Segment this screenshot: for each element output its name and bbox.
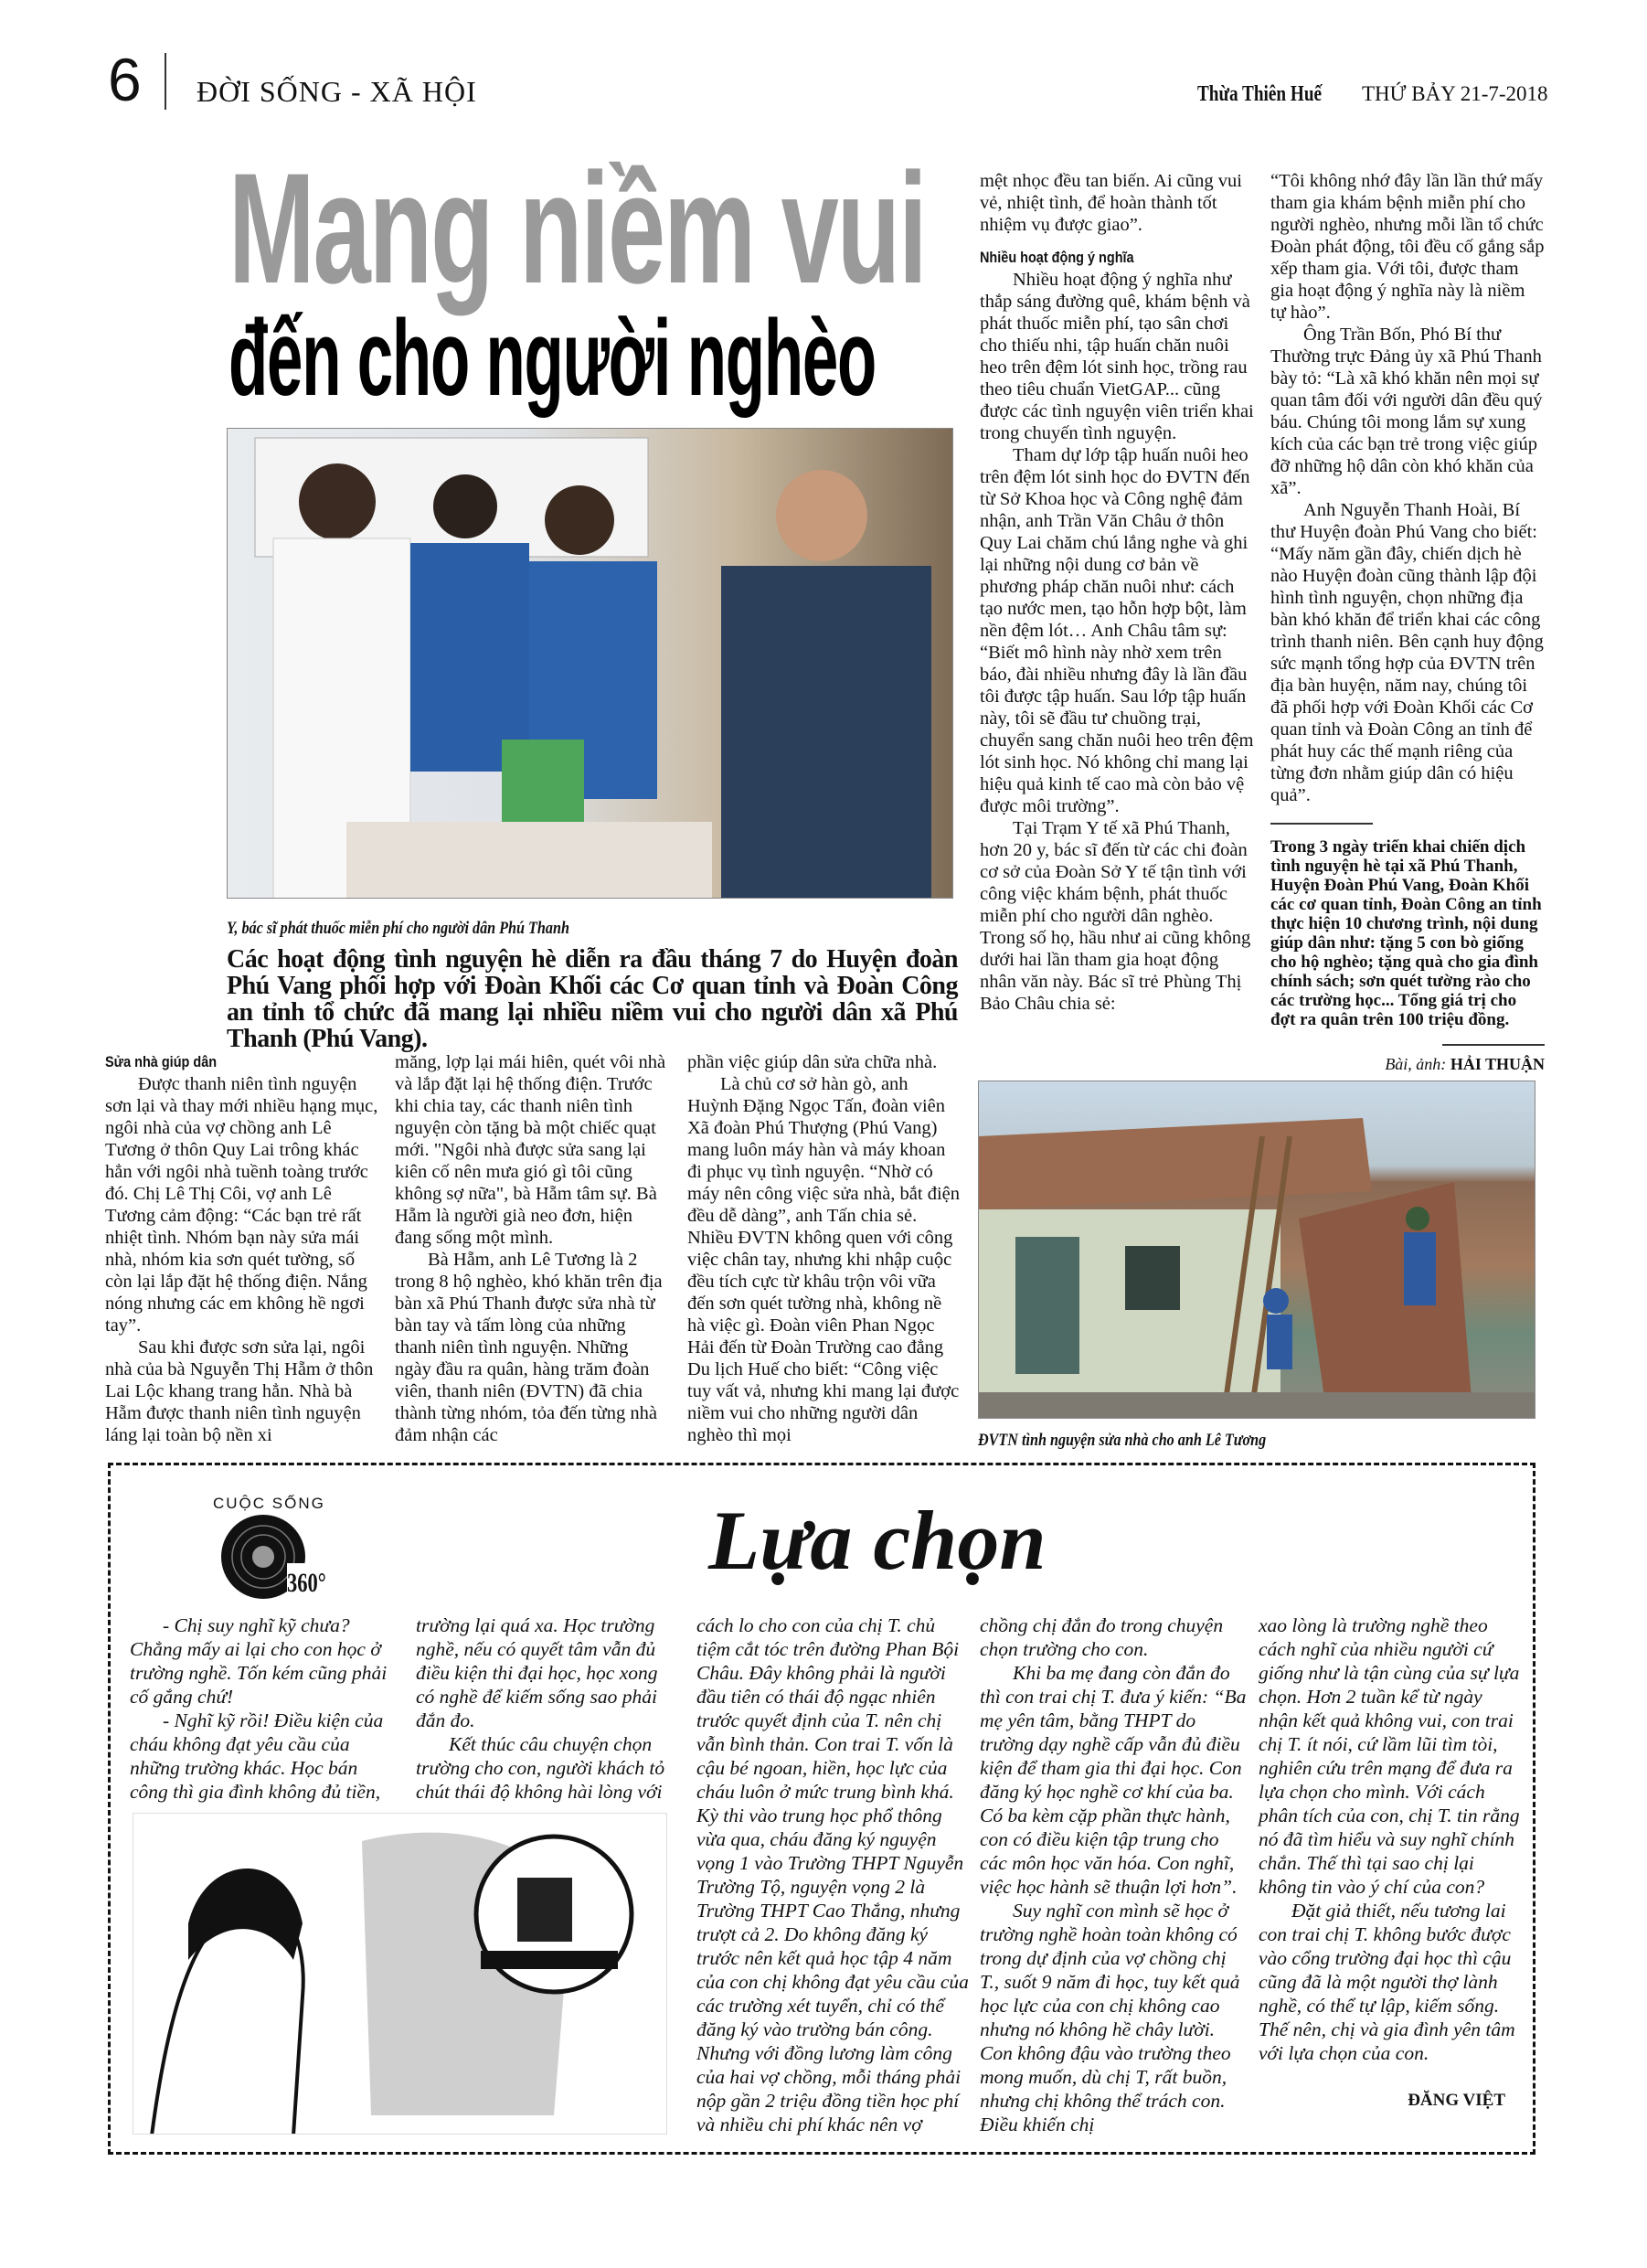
body-column-1 [105, 1051, 379, 1446]
subheading-house-repair: Sửa nhà giúp dân [105, 1053, 218, 1070]
paragraph: - Chị suy nghĩ kỹ chưa? Chẳng mấy ai lại cho con học ở trường nghề. Tốn kém cũng phải cố gắng chứ! [130, 1614, 388, 1708]
paragraph: Tại Trạm Y tế xã Phú Thanh, hơn 20 y, bác sĩ đến từ các chi đoàn cơ sở của Đoàn Sở Y tế tận tình với công việc khám bệnh, phát thuốc miễn phí cho người dân nghèo. Trong số họ, hầu như ai cũng không dưới hai lần tham gia hoạt động nhân văn này. Bác sĩ trẻ Phùng Thị Bảo Châu chia sẻ: [980, 818, 1251, 1014]
feature-column-4 [980, 1613, 1249, 2136]
paragraph: Là chủ cơ sở hàn gò, anh Huỳnh Đặng Ngọc Tấn, đoàn viên Xã đoàn Phú Thượng (Phú Vang) mang luôn máy hàn và máy khoan đi phục vụ tình nguyện. “Nhờ có máy nên công việc sửa nhà, bắt điện đều dễ dàng”, anh Tấn chia sẻ. Nhiều ĐVTN không quen với công việc chân tay, nhưng khi nhập cuộc đều tích cực từ khâu trộn vôi vữa đến sơn quét tường nhà, không nề hà việc gì. Đoàn viên Phan Ngọc Hải đến từ Đoàn Trường cao đẳng Du lịch Huế cho biết: “Công việc tuy vất vả, nhưng khi mang lại được niềm vui cho những người dân nghèo thì mọi [687, 1074, 961, 1445]
summary-note: Trong 3 ngày triển khai chiến dịch tình nguyện hè tại xã Phú Thanh, Huyện Đoàn Phú Vang, Đoàn Khối các cơ quan tỉnh, Đoàn Công an tỉnh thực hiện 10 chương trình, nội dung giúp dân như: tặng 5 con bò giống cho hộ nghèo; tặng quà cho gia đình chính sách; sơn quét tường rào cho các trường học... Tổng giá trị cho đợt ra quân trên 100 triệu đồng. [1270, 837, 1542, 1029]
photo1-caption: Y, bác sĩ phát thuốc miễn phí cho người dân Phú Thanh [227, 919, 569, 938]
paragraph: Sau khi được sơn sửa lại, ngôi nhà của bà Nguyễn Thị Hẵm ở thôn Lai Lộc khang trang hẳn. Nhà bà Hẵm được thanh niên tình nguyện láng lại toàn bộ nền xi [105, 1337, 374, 1445]
header-divider [165, 53, 166, 110]
paragraph: Nhiều hoạt động ý nghĩa như thắp sáng đường quê, khám bệnh và phát thuốc miễn phí, tạo sân chơi cho thiếu nhi, tập huấn chăn nuôi heo trên đệm lót sinh học, trồng rau theo tiêu chuẩn VietGAP... cũng được các tình nguyện viên triển khai trong chuyến tình nguyện. [980, 270, 1254, 443]
paragraph: Anh Nguyễn Thanh Hoài, Bí thư Huyện đoàn Phú Vang cho biết: “Mấy năm gần đây, chiến dịch hè nào Huyện đoàn cũng thành lập đội hình tình nguyện, chọn những địa bàn khó khăn để triển khai các công trình thanh niên. Bên cạnh huy động sức mạnh tổng hợp của ĐVTN trên địa bàn huyện, năm nay, chúng tôi đã phối hợp với Đoàn Khối các Cơ quan tỉnh và Đoàn Công an tỉnh để phát huy các thế mạnh riêng của từng đơn nhằm giúp dân có hiệu quả”. [1270, 500, 1544, 805]
illustration-reflection [133, 1813, 667, 2135]
photo2-caption: ĐVTN tình nguyện sửa nhà cho anh Lê Tương [978, 1431, 1267, 1450]
section-title: ĐỜI SỐNG - XÃ HỘI [197, 75, 477, 108]
headline-line1: Mang niềm vui [228, 141, 926, 316]
logo-text: CUỘC SỐNG [213, 1495, 325, 1512]
column-author: ĐĂNG VIỆT [1408, 2091, 1505, 2110]
feature-column-2 [416, 1613, 672, 1804]
newspaper-name: Thừa Thiên Huế [1197, 82, 1323, 106]
body-column-4 [980, 170, 1254, 1015]
paragraph: Ông Trần Bốn, Phó Bí thư Thường trực Đảng ủy xã Phú Thanh bày tỏ: “Là xã khó khăn nên mọi sự quan tâm đối với người dân đều quý báu. Chúng tôi mong lắm sự xung kích của các bạn trẻ trong việc giúp đỡ những hộ dân còn khó khăn của xã”. [1270, 325, 1543, 498]
paragraph: Bà Hẵm, anh Lê Tương là 2 trong 8 hộ nghèo, khó khăn trên địa bàn xã Phú Thanh được sửa nhà từ bàn tay và tấm lòng của những thanh niên tình nguyện. Những ngày đầu ra quân, hàng trăm đoàn viên, thanh niên (ĐVTN) đã chia thành từng nhóm, tỏa đến từng nhà đảm nhận các [395, 1250, 663, 1445]
issue-date: THỨ BẢY 21-7-2018 [1362, 82, 1548, 105]
feature-column-3 [696, 1613, 971, 2136]
paragraph: phần việc giúp dân sửa chữa nhà. [687, 1052, 938, 1072]
photo-illustration [228, 429, 953, 899]
divider [1270, 823, 1373, 825]
paragraph: Được thanh niên tình nguyện sơn lại và thay mới nhiều hạng mục, ngôi nhà của vợ chồng anh Lê Tương ở thôn Quy Lai trông khác hẳn với ngôi nhà tuềnh toàng trước đó. Chị Lê Thị Côi, vợ anh Lê Tương cảm động: “Các bạn trẻ rất nhiệt tình. Nhóm bạn này sửa mái nhà, nhóm kia sơn quét tường, số còn lại lắp đặt hệ thống điện. Nắng nóng nhưng các em không hề ngơi tay”. [105, 1074, 378, 1336]
paragraph: Kết thúc câu chuyện chọn trường cho con, người khách tỏ chút thái độ không hài lòng với [416, 1733, 665, 1803]
column-title: Lựa chọn [708, 1494, 1047, 1587]
paragraph: - Nghĩ kỹ rồi! Điều kiện của cháu không đạt yêu cầu của những trường khác. Học bán công thì gia đình không đủ tiền, [130, 1709, 384, 1803]
paragraph: xao lòng là trường nghề theo cách nghĩ của nhiều người cứ giống như là tận cùng của sự lựa chọn. Hơn 2 tuần kể từ ngày nhận kết quả không vui, con trai chị T. ít nói, cứ lầm lũi tìm tòi, nghiên cứu trên mạng để đưa ra lựa chọn cho mình. Với cách phân tích của con, chị T. tin rằng nó đã tìm hiểu và suy nghĩ chính chắn. Thế thì tại sao chị lại không tin vào ý chí của con? [1259, 1614, 1520, 1898]
photo-illustration [979, 1081, 1535, 1419]
illustration-drawing [133, 1814, 667, 2135]
byline-author: HẢI THUẬN [1450, 1055, 1545, 1073]
paragraph: Suy nghĩ con mình sẽ học ở trường nghề hoàn toàn không có trong dự định của vợ chồng chị T., suốt 9 năm đi học, tuy kết quả học lực của con chị không cao nhưng nó không hề chây lười. Con không đậu vào trường theo mong muốn, dù chị T, rất buồn, nhưng chị không thể trách con. Điều khiến chị [980, 1900, 1240, 2135]
article-lead: Các hoạt động tình nguyện hè diễn ra đầu tháng 7 do Huyện đoàn Phú Vang phối hợp với Đoàn Khối các Cơ quan tỉnh và Đoàn Công an tỉnh tổ chức đã mang lại nhiều niềm vui cho người dân xã Phú Thanh (Phú Vang). [227, 945, 958, 1053]
cuoc-song-360-logo [208, 1495, 336, 1604]
paragraph: cách lo cho con của chị T. chủ tiệm cắt tóc trên đường Phan Bội Châu. Đây không phải là người đầu tiên có thái độ ngạc nhiên trước quyết định của T. nên chị vẫn bình thản. Con trai T. vốn là cậu bé ngoan, hiền, học lực của cháu luôn ở mức trung bình khá. Kỳ thi vào trung học phổ thông vừa qua, cháu đăng ký nguyện vọng 1 vào Trường THPT Nguyễn Trường Tộ, nguyện vọng 2 là Trường THPT Cao Thắng, nhưng trượt cả 2. Do không đăng ký trước nên kết quả học tập 4 năm của con chị không đạt yêu cầu của các trường xét tuyển, chỉ có thể đăng ký vào trường bán công. Nhưng với đồng lương làm công của hai vợ chồng, mỗi tháng phải nộp gần 2 triệu đồng tiền học phí và nhiều chi phí khác nên vợ [696, 1614, 969, 2135]
paragraph: mệt nhọc đều tan biến. Ai cũng vui vẻ, nhiệt tình, để hoàn thành tốt nhiệm vụ được giao”. [980, 171, 1242, 235]
logo-number: 360° [287, 1568, 326, 1598]
photo-house-repair [978, 1081, 1535, 1419]
photo-medical-volunteers [227, 428, 953, 899]
feature-column-5 [1259, 1613, 1524, 2113]
page-number: 6 [108, 46, 142, 113]
paragraph: Khi ba mẹ đang còn đắn đo thì con trai chị T. đưa ý kiến: “Ba mẹ yên tâm, bằng THPT do trường dạy nghề cấp vẫn đủ điều kiện để tham gia thi đại học. Con đăng ký học nghề cơ khí của ba. Có ba kèm cặp phần thực hành, con có điều kiện tập trung cho các môn học văn hóa. Con nghĩ, việc học hành sẽ thuận lợi hơn”. [980, 1662, 1247, 1898]
paragraph: “Tôi không nhớ đây lần lần thứ mấy tham gia khám bệnh miễn phí cho người nghèo, nhưng mỗi lần tổ chức Đoàn phát động, tôi đều cố gắng sắp xếp tham gia. Với tôi, được tham gia hoạt động ý nghĩa này là niềm tự hào”. [1270, 171, 1545, 323]
headline-line2: đến cho người nghèo [228, 298, 877, 419]
divider [1442, 1044, 1545, 1046]
byline [1270, 1053, 1545, 1075]
paragraph: măng, lợp lại mái hiên, quét vôi nhà và lắp đặt lại hệ thống điện. Trước khi chia tay, các thanh niên tình nguyện còn tặng bà một chiếc quạt mới. "Ngôi nhà được sửa sang lại kiên cố nên mưa gió gì tôi cũng không sợ nữa", bà Hẵm tâm sự. Bà Hẵm là người già neo đơn, hiện đang sống một mình. [395, 1052, 666, 1248]
paragraph: Đặt giả thiết, nếu tương lai con trai chị T. không bước được vào cổng trường đại học thì cậu cũng đã là một người thợ lành nghề, có thể tự lập, kiếm sống. Thế nên, chị và gia đình yên tâm với lựa chọn của con. [1259, 1900, 1515, 2064]
paragraph: Tham dự lớp tập huấn nuôi heo trên đệm lót sinh học do ĐVTN đến từ Sở Khoa học và Công nghệ đảm nhận, anh Trần Văn Châu ở thôn Quy Lai chăm chú lắng nghe và ghi lại những nội dung cơ bản về phương pháp chăn nuôi như: cách tạo nước men, tạo hỗn hợp bột, làm nền đệm lót… Anh Châu tâm sự: “Biết mô hình này nhờ xem trên báo, đài nhiều nhưng đây là lần đầu tôi được tập huấn. Sau lớp tập huấn này, tôi sẽ đầu tư chuồng trại, chuyển sang chăn nuôi heo trên đệm lót sinh học. Nó không chỉ mang lại hiệu quả kinh tế cao mà còn bảo vệ được môi trường”. [980, 445, 1254, 816]
body-column-2 [395, 1051, 669, 1446]
subheading-activities: Nhiều hoạt động ý nghĩa [980, 249, 1134, 266]
paragraph: chồng chị đắn đo trong chuyện chọn trường cho con. [980, 1614, 1224, 1660]
body-column-3 [687, 1051, 962, 1446]
body-column-5 [1270, 170, 1545, 1075]
byline-label: Bài, ảnh: [1385, 1055, 1447, 1073]
paragraph: trường lại quá xa. Học trường nghề, nếu có quyết tâm vẫn đủ điều kiện thi đại học, học xong có nghề để kiếm sống sao phải đắn đo. [416, 1614, 658, 1731]
feature-column-1 [130, 1613, 395, 1804]
